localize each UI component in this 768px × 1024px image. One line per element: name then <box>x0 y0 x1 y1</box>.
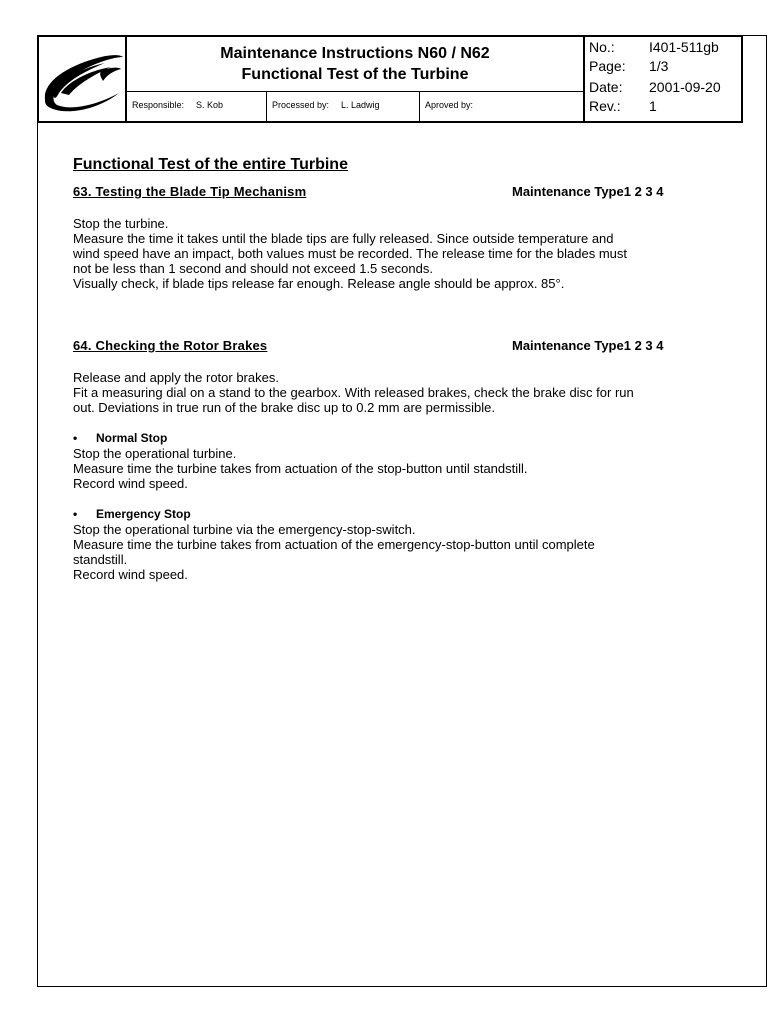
revision-value: 1 <box>649 98 657 114</box>
paragraph-line: not be less than 1 second and should not exceed 1.5 seconds. <box>73 261 433 276</box>
company-logo <box>39 37 127 121</box>
paragraph-line: Visually check, if blade tips release far enough. Release angle should be approx. 85°. <box>73 276 565 291</box>
section-63-body <box>73 216 703 291</box>
section-63-heading: 63. Testing the Blade Tip Mechanism <box>73 184 307 199</box>
responsible-cell <box>127 92 267 121</box>
paragraph-line: Release and apply the rotor brakes. <box>73 370 279 385</box>
bullet-icon: • <box>73 431 78 445</box>
responsible-value: S. Kob <box>196 100 224 110</box>
paragraph-line: Stop the operational turbine via the emergency-stop-switch. <box>73 522 416 537</box>
number-value: I401-511gb <box>649 39 719 55</box>
meta-revision <box>589 97 741 116</box>
number-label: No.: <box>589 39 615 55</box>
bullet-icon: • <box>73 507 78 521</box>
section-63-heading-row <box>73 184 703 202</box>
responsible-label: Responsible: <box>132 100 185 110</box>
processed-value: L. Ladwig <box>341 100 380 110</box>
emergency-stop-block <box>73 507 703 582</box>
meta-number <box>589 38 741 57</box>
revision-label: Rev.: <box>589 98 621 114</box>
paragraph-line: Measure time the turbine takes from actuation of the emergency-stop-button until complete <box>73 537 595 552</box>
section-63-maintenance-type: Maintenance Type1 2 3 4 <box>512 184 664 199</box>
approved-cell <box>420 92 583 121</box>
header-title-line2: Functional Test of the Turbine <box>241 66 469 83</box>
normal-stop-block <box>73 431 703 491</box>
document-title-block <box>127 37 583 92</box>
date-value: 2001-09-20 <box>649 79 721 95</box>
document-meta <box>583 37 743 121</box>
document-header <box>37 35 743 123</box>
date-label: Date: <box>589 79 623 95</box>
emergency-stop-heading: Emergency Stop <box>96 507 191 521</box>
paragraph-line: Stop the turbine. <box>73 216 169 231</box>
paragraph-line: wind speed have an impact, both values must be recorded. The release time for the blades must <box>73 246 628 261</box>
section-64-heading: 64. Checking the Rotor Brakes <box>73 338 268 353</box>
normal-stop-heading-row <box>73 431 703 446</box>
paragraph-line: Measure the time it takes until the blade tips are fully released. Since outside temperature and <box>73 231 614 246</box>
paragraph-line: Measure time the turbine takes from actuation of the stop-button until standstill. <box>73 461 528 476</box>
emergency-stop-heading-row <box>73 507 703 522</box>
section-64-heading-row <box>73 338 703 356</box>
meta-date <box>589 78 741 97</box>
page-value: 1/3 <box>649 58 669 74</box>
paragraph-line: Fit a measuring dial on a stand to the gearbox. With released brakes, check the brake disc for run <box>73 385 634 400</box>
meta-page <box>589 57 741 76</box>
section-64-maintenance-type: Maintenance Type1 2 3 4 <box>512 338 664 353</box>
processed-label: Processed by: <box>272 100 330 110</box>
swoosh-logo-icon <box>41 45 125 113</box>
paragraph-line: Record wind speed. <box>73 567 188 582</box>
responsibility-row <box>127 92 583 121</box>
header-title-line1: Maintenance Instructions N60 / N62 <box>220 45 490 62</box>
page-label: Page: <box>589 58 626 74</box>
page-title: Functional Test of the entire Turbine <box>73 156 348 173</box>
processed-cell <box>267 92 420 121</box>
paragraph-line: out. Deviations in true run of the brake disc up to 0.2 mm are permissible. <box>73 400 495 415</box>
section-64-body <box>73 370 703 415</box>
approved-label: Aproved by: <box>425 100 474 110</box>
paragraph-line: standstill. <box>73 552 128 567</box>
normal-stop-heading: Normal Stop <box>96 431 168 445</box>
paragraph-line: Stop the operational turbine. <box>73 446 237 461</box>
paragraph-line: Record wind speed. <box>73 476 188 491</box>
document-body <box>73 150 703 582</box>
